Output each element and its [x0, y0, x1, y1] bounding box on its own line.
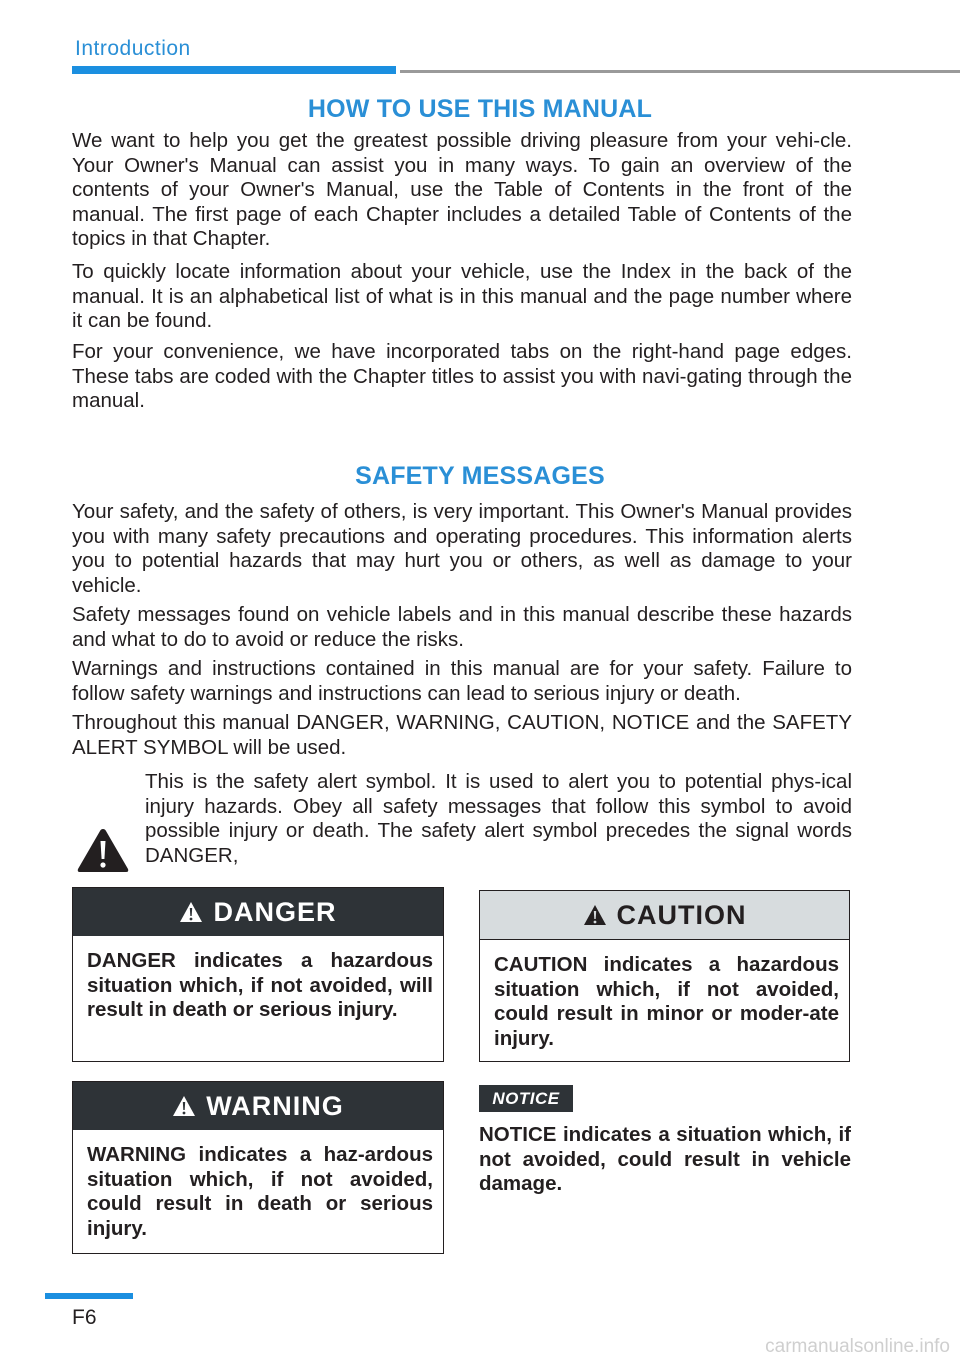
- notice-badge: NOTICE: [479, 1085, 573, 1112]
- safety-title: SAFETY MESSAGES: [355, 462, 605, 490]
- caution-text: CAUTION indicates a hazardous situation which, if not avoided, could result in minor or moder-ate injury.: [494, 953, 839, 1050]
- safety-paragraph-4: Throughout this manual DANGER, WARNING, CAUTION, NOTICE and the SAFETY ALERT SYMBOL will be used.: [72, 711, 852, 759]
- warning-header: [73, 1082, 443, 1130]
- caution-label: CAUTION: [616, 899, 747, 930]
- how-to-title: HOW TO USE THIS MANUAL: [307, 95, 653, 123]
- danger-box: [72, 887, 444, 1062]
- alert-symbol-text: This is the safety alert symbol. It is used to alert you to potential phys-ical injury hazards. Obey all safety messages that follow this symbol to avoid possible injury or death. The safety alert symbol precedes the signal words DANGER,: [145, 770, 852, 867]
- warning-box: [72, 1081, 444, 1254]
- section-label: Introduction: [75, 37, 191, 60]
- alert-symbol-block: [72, 770, 852, 866]
- warning-triangle-icon: [179, 901, 203, 923]
- safety-paragraph-1: Your safety, and the safety of others, is very important. This Owner's Manual provides you with many safety precautions and operating procedures. This information alerts you to potential hazards that may hurt you or others, as well as damage to your vehicle.: [72, 500, 852, 597]
- warning-text: WARNING indicates a haz-ardous situation which, if not avoided, could result in death or serious injury.: [87, 1143, 433, 1240]
- footer-accent-bar: [45, 1293, 133, 1299]
- danger-label: DANGER: [213, 896, 337, 927]
- warning-triangle-icon: [76, 826, 130, 874]
- header-rule: [400, 70, 960, 73]
- danger-text: DANGER indicates a hazardous situation which, if not avoided, will result in death or serious injury.: [87, 949, 433, 1021]
- how-to-paragraph-2: To quickly locate information about your vehicle, use the Index in the back of the manual. It is an alphabetical list of what is in this manual and the page number where it can be found.: [72, 260, 852, 332]
- page-number: F6: [72, 1306, 97, 1329]
- how-to-paragraph-3: For your convenience, we have incorporated tabs on the right-hand page edges. These tabs are coded with the Chapter titles to assist you with navi-gating through the manual.: [72, 340, 852, 412]
- warning-triangle-icon: [583, 904, 607, 926]
- warning-triangle-icon: [172, 1095, 196, 1117]
- danger-header: [73, 888, 443, 936]
- caution-header: [480, 891, 849, 940]
- how-to-paragraph-1: We want to help you get the greatest possible driving pleasure from your vehi-cle. Your Owner's Manual can assist you in many ways. To gain an overview of the contents of your Owner's Manual, use the Table of Contents in the front of the manual. The first page of each Chapter includes a detailed Table of Contents of the topics in that Chapter.: [72, 129, 852, 250]
- safety-paragraph-3: Warnings and instructions contained in this manual are for your safety. Failure to follow safety warnings and instructions can lead to serious injury or death.: [72, 657, 852, 705]
- safety-paragraph-2: Safety messages found on vehicle labels and in this manual describe these hazards and what to do to avoid or reduce the risks.: [72, 603, 852, 651]
- caution-box: [479, 890, 850, 1062]
- watermark: carmanualsonline.info: [765, 1336, 950, 1357]
- notice-text: NOTICE indicates a situation which, if not avoided, could result in vehicle damage.: [479, 1123, 851, 1195]
- header-accent-bar: [72, 66, 396, 74]
- warning-label: WARNING: [206, 1090, 344, 1121]
